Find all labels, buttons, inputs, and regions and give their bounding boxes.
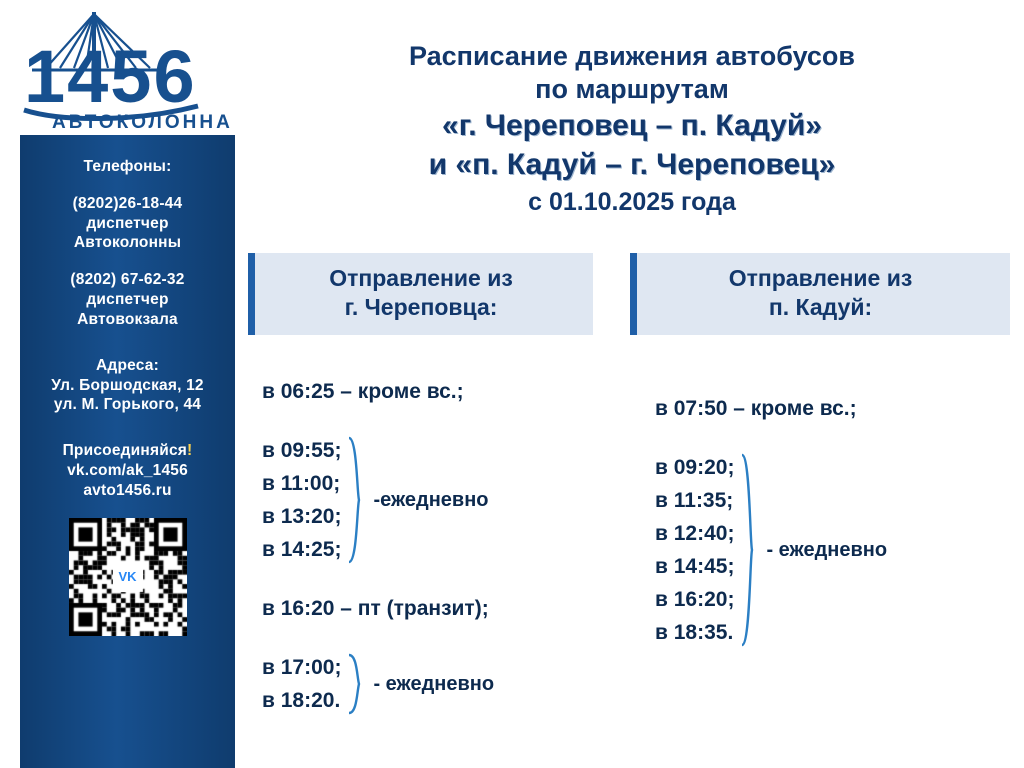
header-left-line2: г. Череповца:: [344, 293, 498, 320]
phones-label: Телефоны:: [83, 158, 172, 175]
schedule-time: в 11:00;: [262, 472, 341, 495]
column-header-cherepovets: [248, 253, 593, 335]
title-line-1: Расписание движения автобусов: [408, 41, 856, 71]
vk-link[interactable]: vk.com/ak_1456: [67, 462, 188, 480]
schedule-time: в 18:20.: [262, 689, 341, 712]
schedule-group-label: - ежедневно: [373, 672, 495, 695]
address-line-2: ул. М. Горького, 44: [53, 396, 202, 414]
schedule-entry: в 16:20 – пт (транзит);: [262, 597, 489, 620]
brace-icon: [740, 453, 758, 647]
website-link[interactable]: avto1456.ru: [83, 481, 172, 499]
schedule-group-label: -ежедневно: [373, 488, 489, 511]
title-line-2: по маршрутам: [535, 73, 729, 104]
schedule-time: в 14:25;: [262, 538, 342, 561]
phone1-role-line1: диспетчер: [86, 214, 169, 232]
header-right-line1: Отправление из: [728, 265, 913, 291]
schedule-time: в 13:20;: [262, 505, 342, 528]
schedule-entry: в 07:50 – кроме вс.;: [655, 397, 857, 420]
schedule-entry: в 06:25 – кроме вс.;: [262, 380, 464, 403]
brace-icon: [347, 653, 365, 715]
schedule-column-kaduy: [655, 392, 1024, 675]
title-route-2: и «п. Кадуй – г. Череповец»: [428, 147, 836, 181]
column-header-kaduy: [630, 253, 1010, 335]
svg-text:АВТОКОЛОННА: АВТОКОЛОННА: [52, 112, 233, 133]
company-logo: [16, 6, 238, 134]
schedule-time: в 17:00;: [262, 656, 342, 679]
address-line-1: Ул. Боршодская, 12: [51, 376, 204, 394]
header-right-line2: п. Кадуй:: [768, 293, 873, 320]
title-route-1: «г. Череповец – п. Кадуй»: [442, 108, 822, 142]
join-exclamation: !: [187, 442, 193, 460]
join-text: Присоединяйся: [62, 442, 188, 460]
page-title: [250, 40, 1014, 217]
address-label: Адреса:: [96, 356, 159, 374]
schedule-column-cherepovets: [262, 375, 622, 743]
phone-dispatcher-avtokolonna[interactable]: (8202)26-18-44: [72, 194, 183, 212]
schedule-time: в 09:55;: [262, 439, 342, 462]
schedule-time: в 16:20;: [655, 588, 735, 611]
title-valid-from: с 01.10.2025 года: [528, 187, 736, 216]
schedule-group: [262, 651, 622, 717]
phone2-role-line2: Автовокзала: [77, 310, 178, 328]
schedule-time: в 12:40;: [655, 522, 735, 545]
phone2-role-line1: диспетчер: [86, 291, 169, 309]
phone-dispatcher-avtovokzal[interactable]: (8202) 67-62-32: [70, 271, 185, 289]
contacts-sidebar: [20, 135, 235, 768]
schedule-time: в 14:45;: [655, 555, 735, 578]
vk-badge-label: VK: [118, 569, 137, 585]
schedule-time: в 11:35;: [655, 489, 734, 512]
schedule-time: в 09:20;: [655, 456, 735, 479]
svg-text:1456: 1456: [24, 35, 197, 118]
schedule-group: [655, 451, 1024, 649]
schedule-time: в 18:35.: [655, 621, 734, 644]
join-label: [30, 441, 225, 461]
schedule-group: [262, 434, 622, 566]
vk-icon: [113, 562, 143, 592]
header-left-line1: Отправление из: [329, 265, 513, 291]
schedule-group-label: - ежедневно: [766, 538, 888, 561]
qr-code[interactable]: [69, 518, 187, 636]
phone1-role-line2: Автоколонны: [73, 234, 182, 252]
brace-icon: [347, 436, 365, 564]
